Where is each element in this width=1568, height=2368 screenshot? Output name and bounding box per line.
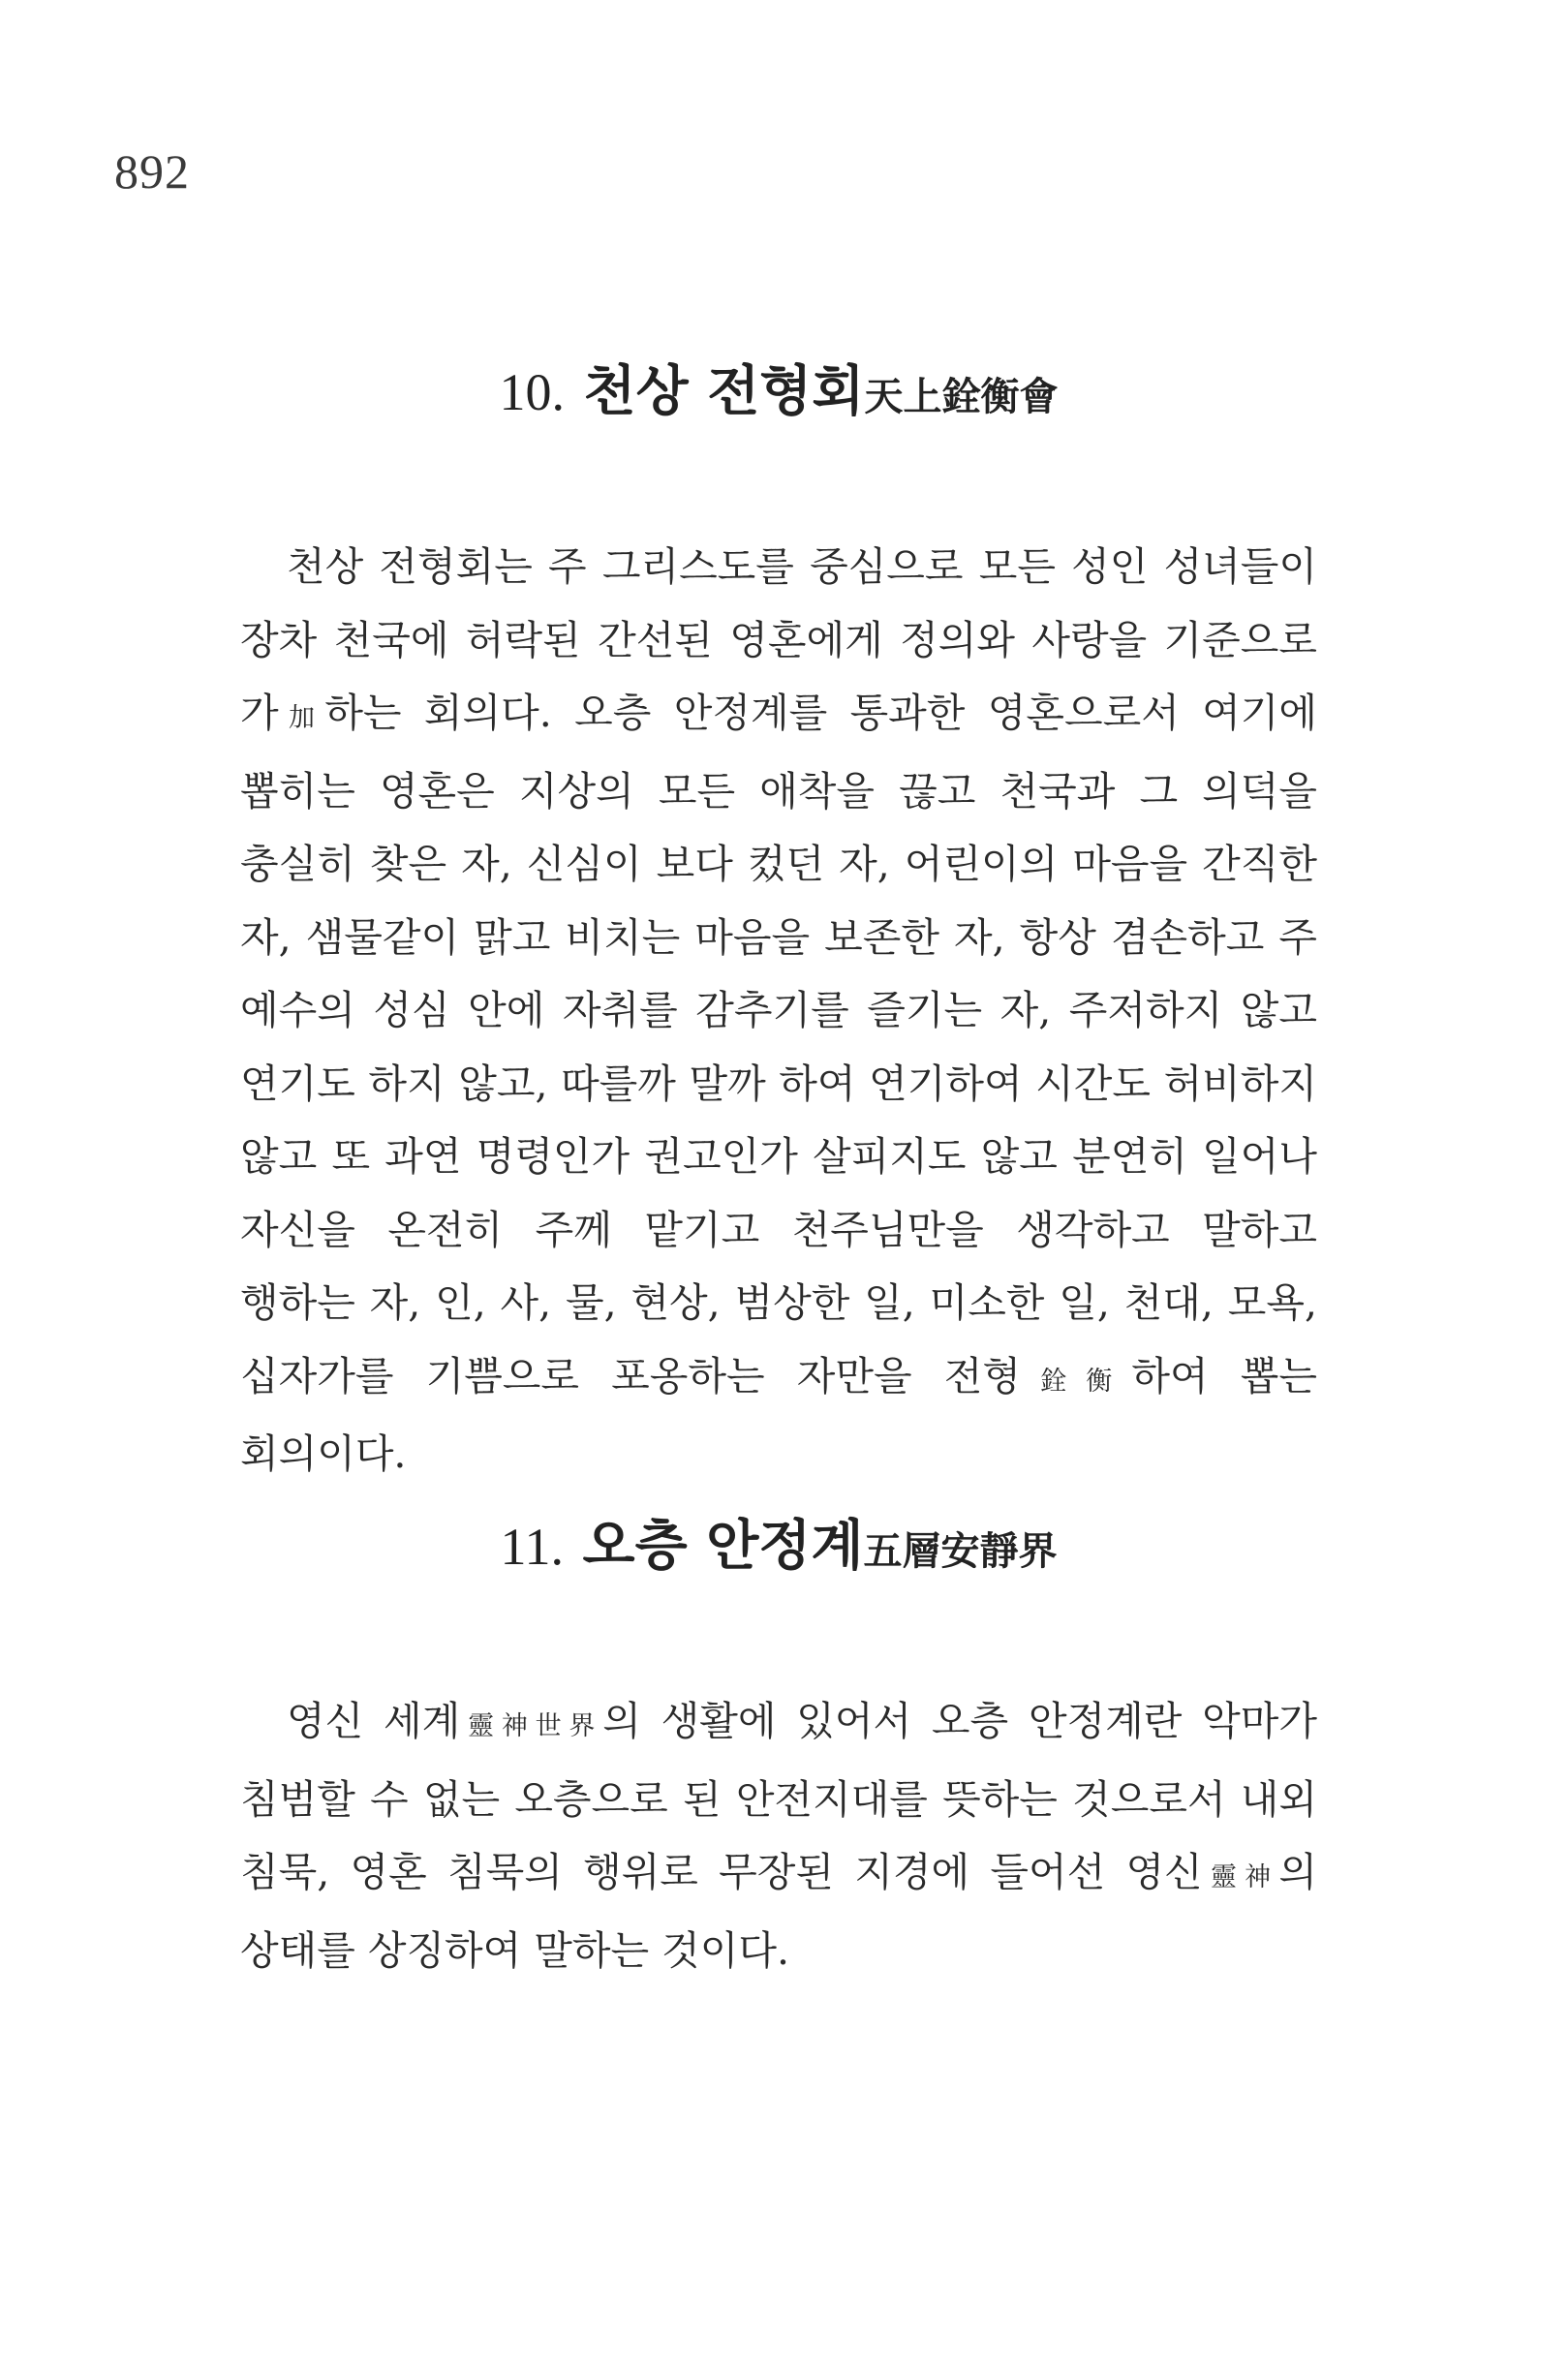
section-title xyxy=(240,1503,1317,1581)
body-text-run: 영신 세계 xyxy=(287,1698,461,1744)
body-text-run: 의 생활에 있어서 오층 안정계란 악마가 침범할 수 없는 오층으로 된 안전지대를 뜻하는 것으로서 내외 침묵, 영혼 침묵의 행위로 무장된 지경에 들어선 영신 xyxy=(240,1698,1318,1895)
body-text-run: 의 상태를 상징하여 말하는 것이다. xyxy=(240,1849,1317,1974)
section-number: 10. xyxy=(499,363,565,421)
section-title-hanja: 五層安靜界 xyxy=(863,1528,1058,1574)
body-hanja-annotation: 銓衡 xyxy=(1020,1366,1132,1397)
section-body xyxy=(240,531,1317,1492)
section-title xyxy=(240,349,1317,426)
body-hanja-annotation: 加 xyxy=(278,703,325,733)
body-hanja-annotation: 靈神 xyxy=(1202,1862,1279,1892)
section-number: 11. xyxy=(500,1518,564,1576)
section-title-text: 오층 안정계 xyxy=(582,1514,864,1578)
section-body xyxy=(240,1685,1317,1987)
body-text-run: 하는 회의다. 오층 안정계를 통과한 영혼으로서 여기에 뽑히는 영혼은 지상의 모든 애착을 끊고 천국과 그 의덕을 충실히 찾은 자, 신심이 보다 컸던 자, 어린이의 마음을 간직한 자, 샘물같이 맑고 비치는 마음을 보존한 자, 항상 겸손하고 주 예수의 성심 안에 자취를 감추기를 즐기는 자, 주저하지 않고 연기도 하지 않고, 따를까 말까 하여 연기하여 시간도 허비하지 않고 또 과연 명령인가 권고인가 살피지도 않고 분연히 일어나 자신을 온전히 주께 맡기고 천주님만을 생각하고 말하고 행하는 자, 인, 사, 물, 현상, 범상한 일, 미소한 일, 천대, 모욕, 십자가를 기쁨으로 포옹하는 자만을 전형 xyxy=(240,690,1318,1399)
section-11 xyxy=(240,1503,1317,1987)
section-title-hanja: 天上銓衡會 xyxy=(864,374,1059,419)
section-10 xyxy=(240,349,1317,1492)
body-text-run: 천상 전형회는 주 그리스도를 중심으로 모든 성인 성녀들이 장차 천국에 허락된 간선된 영혼에게 정의와 사랑을 기준으로 가 xyxy=(240,543,1317,736)
body-text-run: 하여 뽑는 회의이다. xyxy=(240,1352,1317,1477)
body-hanja-annotation: 靈神世界 xyxy=(460,1711,603,1741)
section-title-text: 천상 전형회 xyxy=(583,359,865,423)
page-number: 892 xyxy=(114,144,190,199)
